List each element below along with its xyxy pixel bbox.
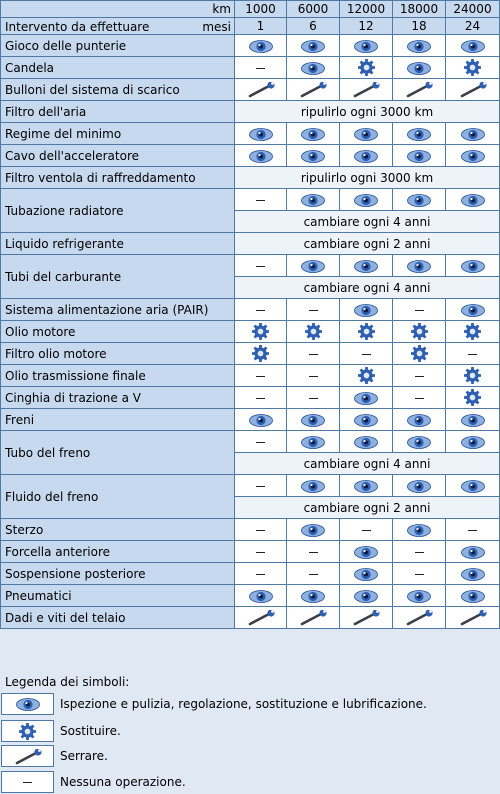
wrench-icon <box>13 749 43 765</box>
legend-symbol-box <box>1 771 54 793</box>
eye-icon <box>461 128 485 141</box>
cell-21-4 <box>446 585 500 607</box>
gear-icon <box>358 59 375 76</box>
schedule-body <box>1 1 500 629</box>
table-row <box>1 541 500 563</box>
wrench-icon <box>404 610 434 626</box>
eye-icon <box>354 546 378 559</box>
eye-icon <box>354 194 378 207</box>
cell-11-0 <box>235 321 287 343</box>
cell-20-2 <box>340 563 393 585</box>
row-label: Tubo del freno <box>1 431 235 475</box>
dash-icon <box>256 376 265 377</box>
gear-icon <box>358 367 375 384</box>
row-label: Fluido del freno <box>1 475 235 519</box>
header-row-mesi <box>1 18 500 35</box>
cell-4-1 <box>287 123 340 145</box>
eye-icon <box>461 590 485 603</box>
cell-14-4 <box>446 387 500 409</box>
wrench-icon <box>246 610 276 626</box>
legend-text: Nessuna operazione. <box>60 775 186 789</box>
dash-icon <box>23 782 32 783</box>
cell-9-0 <box>235 255 287 277</box>
row-label: Cavo dell'acceleratore <box>1 145 235 167</box>
eye-icon <box>354 128 378 141</box>
legend-symbol-box <box>1 745 54 767</box>
eye-icon <box>407 480 431 493</box>
dash-icon <box>309 354 318 355</box>
row-label: Dadi e viti del telaio <box>1 607 235 629</box>
cell-0-4 <box>446 35 500 57</box>
wrench-icon <box>458 82 488 98</box>
cell-11-2 <box>340 321 393 343</box>
cell-12-4 <box>446 343 500 365</box>
cell-14-2 <box>340 387 393 409</box>
cell-0-2 <box>340 35 393 57</box>
table-row <box>1 585 500 607</box>
row-label: Filtro olio motore <box>1 343 235 365</box>
cell-7-1 <box>287 189 340 211</box>
dash-icon <box>362 354 371 355</box>
row-label: Sospensione posteriore <box>1 563 235 585</box>
dash-icon <box>362 530 371 531</box>
mesi-col-2: 6 <box>287 18 340 35</box>
table-row <box>1 35 500 57</box>
cell-19-2 <box>340 541 393 563</box>
cell-9-4 <box>446 255 500 277</box>
cell-21-0 <box>235 585 287 607</box>
km-col-2: 6000 <box>287 1 340 18</box>
dash-icon <box>256 442 265 443</box>
row-label: Freni <box>1 409 235 431</box>
cell-18-4 <box>446 519 500 541</box>
cell-12-2 <box>340 343 393 365</box>
eye-icon <box>354 568 378 581</box>
dash-icon <box>415 310 424 311</box>
eye-icon <box>461 304 485 317</box>
cell-9-2 <box>340 255 393 277</box>
dash-icon <box>468 354 477 355</box>
cell-10-3 <box>393 299 446 321</box>
eye-icon <box>461 568 485 581</box>
legend-text: Sostituire. <box>60 724 121 738</box>
gear-icon <box>358 323 375 340</box>
cell-4-0 <box>235 123 287 145</box>
row-label: Liquido refrigerante <box>1 233 235 255</box>
table-row <box>1 123 500 145</box>
eye-icon <box>249 150 273 163</box>
cell-17-3 <box>393 475 446 497</box>
cell-13-2 <box>340 365 393 387</box>
table-row <box>1 343 500 365</box>
eye-icon <box>301 480 325 493</box>
cell-22-3 <box>393 607 446 629</box>
table-row <box>1 409 500 431</box>
dash-icon <box>415 574 424 575</box>
mesi-label: mesi <box>202 20 231 34</box>
cell-15-4 <box>446 409 500 431</box>
cell-19-0 <box>235 541 287 563</box>
cell-2-3 <box>393 79 446 101</box>
eye-icon <box>301 128 325 141</box>
cell-10-0 <box>235 299 287 321</box>
gear-icon <box>464 367 481 384</box>
cell-5-0 <box>235 145 287 167</box>
km-col-4: 18000 <box>393 1 446 18</box>
table-row <box>1 321 500 343</box>
row-label: Filtro dell'aria <box>1 101 235 123</box>
row-label: Olio trasmissione finale <box>1 365 235 387</box>
cell-11-4 <box>446 321 500 343</box>
cell-13-3 <box>393 365 446 387</box>
cell-16-2 <box>340 431 393 453</box>
km-col-5: 24000 <box>446 1 500 18</box>
cell-4-4 <box>446 123 500 145</box>
eye-icon <box>354 480 378 493</box>
cell-7-3 <box>393 189 446 211</box>
table-row <box>1 299 500 321</box>
row-label: Bulloni del sistema di scarico <box>1 79 235 101</box>
row-note: cambiare ogni 4 anni <box>235 211 500 233</box>
cell-2-1 <box>287 79 340 101</box>
gear-icon <box>252 345 269 362</box>
cell-2-0 <box>235 79 287 101</box>
table-row <box>1 255 500 277</box>
cell-1-4 <box>446 57 500 79</box>
cell-0-0 <box>235 35 287 57</box>
row-note: ripulirlo ogni 3000 km <box>235 101 500 123</box>
legend-symbol-box <box>1 693 54 715</box>
cell-16-1 <box>287 431 340 453</box>
table-row <box>1 387 500 409</box>
cell-5-4 <box>446 145 500 167</box>
cell-9-1 <box>287 255 340 277</box>
row-label: Forcella anteriore <box>1 541 235 563</box>
mesi-col-1: 1 <box>235 18 287 35</box>
dash-icon <box>256 266 265 267</box>
legend-text: Serrare. <box>60 749 108 763</box>
eye-icon <box>301 524 325 537</box>
eye-icon <box>461 40 485 53</box>
dash-icon <box>256 68 265 69</box>
header-title-cell <box>1 18 235 35</box>
dash-icon <box>309 398 318 399</box>
dash-icon <box>415 398 424 399</box>
row-label: Filtro ventola di raffreddamento <box>1 167 235 189</box>
eye-icon <box>354 150 378 163</box>
eye-icon <box>461 260 485 273</box>
eye-icon <box>301 194 325 207</box>
eye-icon <box>301 40 325 53</box>
cell-18-3 <box>393 519 446 541</box>
cell-0-3 <box>393 35 446 57</box>
eye-icon <box>354 590 378 603</box>
legend-text: Ispezione e pulizia, regolazione, sostituzione e lubrificazione. <box>60 697 427 711</box>
dash-icon <box>415 552 424 553</box>
cell-1-2 <box>340 57 393 79</box>
cell-22-0 <box>235 607 287 629</box>
mesi-col-3: 12 <box>340 18 393 35</box>
cell-5-3 <box>393 145 446 167</box>
eye-icon <box>301 590 325 603</box>
cell-17-1 <box>287 475 340 497</box>
cell-17-2 <box>340 475 393 497</box>
cell-2-2 <box>340 79 393 101</box>
cell-10-4 <box>446 299 500 321</box>
cell-19-1 <box>287 541 340 563</box>
table-row <box>1 189 500 211</box>
cell-13-4 <box>446 365 500 387</box>
eye-icon <box>407 260 431 273</box>
cell-15-3 <box>393 409 446 431</box>
dash-icon <box>468 530 477 531</box>
cell-18-2 <box>340 519 393 541</box>
wrench-icon <box>351 82 381 98</box>
eye-icon <box>249 590 273 603</box>
eye-icon <box>407 62 431 75</box>
cell-14-3 <box>393 387 446 409</box>
table-row <box>1 101 500 123</box>
row-label: Pneumatici <box>1 585 235 607</box>
mesi-col-5: 24 <box>446 18 500 35</box>
dash-icon <box>256 486 265 487</box>
row-note: cambiare ogni 4 anni <box>235 453 500 475</box>
cell-17-4 <box>446 475 500 497</box>
table-row <box>1 431 500 453</box>
wrench-icon <box>246 82 276 98</box>
table-row <box>1 145 500 167</box>
gear-icon <box>411 323 428 340</box>
row-label: Regime del minimo <box>1 123 235 145</box>
row-label: Sterzo <box>1 519 235 541</box>
table-row <box>1 563 500 585</box>
row-note: cambiare ogni 2 anni <box>235 233 500 255</box>
row-note: ripulirlo ogni 3000 km <box>235 167 500 189</box>
cell-20-3 <box>393 563 446 585</box>
eye-icon <box>407 128 431 141</box>
eye-icon <box>461 150 485 163</box>
km-col-3: 12000 <box>340 1 393 18</box>
cell-4-2 <box>340 123 393 145</box>
gear-icon <box>305 323 322 340</box>
eye-icon <box>407 436 431 449</box>
eye-icon <box>354 304 378 317</box>
eye-icon <box>461 194 485 207</box>
cell-0-1 <box>287 35 340 57</box>
dash-icon <box>256 398 265 399</box>
km-label: km <box>1 1 235 18</box>
row-label: Gioco delle punterie <box>1 35 235 57</box>
table-row <box>1 233 500 255</box>
wrench-icon <box>298 82 328 98</box>
cell-11-1 <box>287 321 340 343</box>
eye-icon <box>461 414 485 427</box>
eye-icon <box>461 436 485 449</box>
cell-22-1 <box>287 607 340 629</box>
dash-icon <box>309 552 318 553</box>
eye-icon <box>301 436 325 449</box>
cell-13-1 <box>287 365 340 387</box>
wrench-icon <box>404 82 434 98</box>
cell-18-0 <box>235 519 287 541</box>
km-col-1: 1000 <box>235 1 287 18</box>
eye-icon <box>249 40 273 53</box>
dash-icon <box>256 310 265 311</box>
row-label: Olio motore <box>1 321 235 343</box>
gear-icon <box>464 323 481 340</box>
table-title: Intervento da effettuare <box>5 20 150 34</box>
cell-1-0 <box>235 57 287 79</box>
cell-9-3 <box>393 255 446 277</box>
mesi-col-4: 18 <box>393 18 446 35</box>
gear-icon <box>252 323 269 340</box>
eye-icon <box>301 414 325 427</box>
dash-icon <box>256 574 265 575</box>
row-note: cambiare ogni 2 anni <box>235 497 500 519</box>
table-row <box>1 475 500 497</box>
eye-icon <box>407 590 431 603</box>
eye-icon <box>407 524 431 537</box>
gear-icon <box>464 389 481 406</box>
cell-19-4 <box>446 541 500 563</box>
row-label: Candela <box>1 57 235 79</box>
gear-icon <box>19 723 36 740</box>
cell-12-3 <box>393 343 446 365</box>
cell-20-0 <box>235 563 287 585</box>
cell-15-1 <box>287 409 340 431</box>
eye-icon <box>249 128 273 141</box>
dash-icon <box>256 200 265 201</box>
row-label: Sistema alimentazione aria (PAIR) <box>1 299 235 321</box>
table-row <box>1 519 500 541</box>
cell-1-1 <box>287 57 340 79</box>
eye-icon <box>461 546 485 559</box>
cell-22-2 <box>340 607 393 629</box>
dash-icon <box>415 376 424 377</box>
cell-13-0 <box>235 365 287 387</box>
cell-1-3 <box>393 57 446 79</box>
dash-icon <box>256 552 265 553</box>
table-row <box>1 607 500 629</box>
cell-19-3 <box>393 541 446 563</box>
header-row-km <box>1 1 500 18</box>
cell-10-2 <box>340 299 393 321</box>
table-row <box>1 365 500 387</box>
cell-5-1 <box>287 145 340 167</box>
cell-4-3 <box>393 123 446 145</box>
eye-icon <box>407 40 431 53</box>
eye-icon <box>354 436 378 449</box>
cell-2-4 <box>446 79 500 101</box>
cell-18-1 <box>287 519 340 541</box>
cell-7-0 <box>235 189 287 211</box>
table-row <box>1 167 500 189</box>
cell-20-1 <box>287 563 340 585</box>
wrench-icon <box>458 610 488 626</box>
row-label: Tubi del carburante <box>1 255 235 299</box>
cell-21-2 <box>340 585 393 607</box>
eye-icon <box>407 414 431 427</box>
dash-icon <box>309 376 318 377</box>
cell-20-4 <box>446 563 500 585</box>
dash-icon <box>309 310 318 311</box>
cell-16-3 <box>393 431 446 453</box>
row-note: cambiare ogni 4 anni <box>235 277 500 299</box>
gear-icon <box>411 345 428 362</box>
cell-15-2 <box>340 409 393 431</box>
cell-14-0 <box>235 387 287 409</box>
cell-21-1 <box>287 585 340 607</box>
cell-12-0 <box>235 343 287 365</box>
eye-icon <box>354 260 378 273</box>
cell-22-4 <box>446 607 500 629</box>
eye-icon <box>301 62 325 75</box>
cell-7-4 <box>446 189 500 211</box>
wrench-icon <box>351 610 381 626</box>
cell-15-0 <box>235 409 287 431</box>
gear-icon <box>464 59 481 76</box>
eye-icon <box>407 194 431 207</box>
eye-icon <box>407 150 431 163</box>
cell-16-4 <box>446 431 500 453</box>
eye-icon <box>354 392 378 405</box>
cell-21-3 <box>393 585 446 607</box>
eye-icon <box>301 260 325 273</box>
table-row <box>1 79 500 101</box>
cell-5-2 <box>340 145 393 167</box>
cell-10-1 <box>287 299 340 321</box>
cell-17-0 <box>235 475 287 497</box>
row-label: Cinghia di trazione a V <box>1 387 235 409</box>
dash-icon <box>309 574 318 575</box>
cell-16-0 <box>235 431 287 453</box>
eye-icon <box>354 414 378 427</box>
legend-title: Legenda dei simboli: <box>5 675 130 689</box>
eye-icon <box>301 150 325 163</box>
eye-icon <box>354 40 378 53</box>
cell-11-3 <box>393 321 446 343</box>
eye-icon <box>249 414 273 427</box>
eye-icon <box>16 698 40 711</box>
row-label: Tubazione radiatore <box>1 189 235 233</box>
cell-14-1 <box>287 387 340 409</box>
legend-symbol-box <box>1 720 54 742</box>
cell-12-1 <box>287 343 340 365</box>
eye-icon <box>461 480 485 493</box>
cell-7-2 <box>340 189 393 211</box>
table-row <box>1 57 500 79</box>
dash-icon <box>256 530 265 531</box>
wrench-icon <box>298 610 328 626</box>
